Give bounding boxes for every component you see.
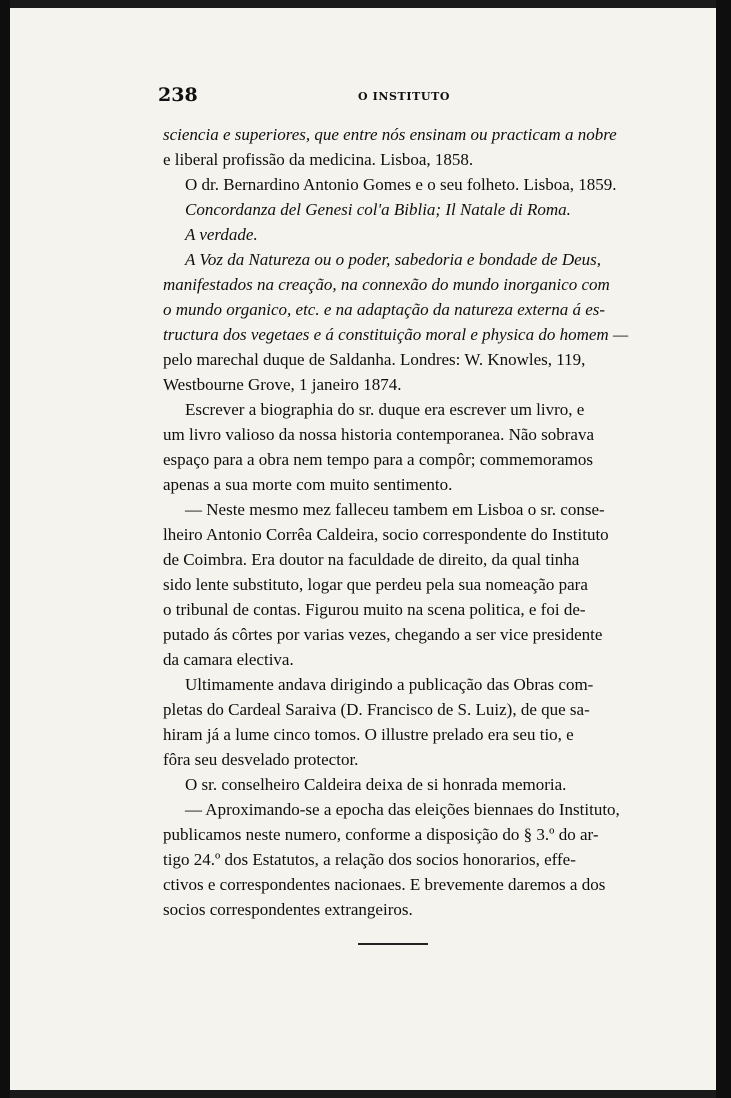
text-line: Concordanza del Genesi col'a Biblia; Il Natale di Roma. — [185, 200, 571, 219]
text-line: Escrever a biographia do sr. duque era escrever um livro, e — [185, 400, 585, 419]
scan-left-border — [0, 0, 10, 1098]
text-line: um livro valioso da nossa historia contemporanea. Não sobrava — [163, 425, 595, 444]
text-line: Ultimamente andava dirigindo a publicação das Obras com- — [185, 675, 594, 694]
text-line: A Voz da Natureza ou o poder, sabedoria e bondade de Deus, — [185, 250, 602, 269]
text-line: de Coimbra. Era doutor na faculdade de direito, da qual tinha — [163, 550, 580, 569]
text-line: hiram já a lume cinco tomos. O illustre prelado era seu tio, e — [163, 725, 574, 744]
text-line: publicamos neste numero, conforme a disposição do § 3.º do ar- — [163, 825, 599, 844]
page-number: 238 — [158, 84, 198, 106]
text-line: fôra seu desvelado protector. — [163, 750, 359, 769]
text-line — [163, 172, 641, 197]
text-line: lheiro Antonio Corrêa Caldeira, socio correspondente do Instituto — [163, 525, 609, 544]
text-line: A verdade. — [185, 225, 258, 244]
text-line: pelo marechal duque de Saldanha. Londres: W. Knowles, 119, — [163, 350, 586, 369]
footer-rule — [358, 943, 428, 945]
text-line: tigo 24.º dos Estatutos, a relação dos socios honorarios, effe- — [163, 850, 576, 869]
page-header — [158, 84, 650, 108]
text-line: sido lente substituto, logar que perdeu pela sua nomeação para — [163, 575, 588, 594]
text-line: tructura dos vegetaes e á constituição moral e physica do homem — — [163, 325, 629, 344]
text-line: o mundo organico, etc. e na adaptação da natureza externa á es- — [163, 300, 606, 319]
text-line: — Aproximando-se a epocha das eleições biennaes do Instituto, — [185, 800, 620, 819]
text-line: socios correspondentes extrangeiros. — [163, 900, 413, 919]
text-line — [163, 147, 641, 172]
text-line: O sr. conselheiro Caldeira deixa de si honrada memoria. — [185, 775, 567, 794]
text-line — [163, 122, 641, 147]
text-line: Westbourne Grove, 1 janeiro 1874. — [163, 375, 402, 394]
text-line: o tribunal de contas. Figurou muito na scena politica, e foi de- — [163, 600, 586, 619]
text-line: espaço para a obra nem tempo para a compôr; commemoramos — [163, 450, 594, 469]
running-head: O INSTITUTO — [358, 90, 451, 103]
text-line: sciencia e superiores, que entre nós ensinam ou practicam a nobre — [163, 125, 617, 144]
text-line: — Neste mesmo mez falleceu tambem em Lisboa o sr. conse- — [185, 500, 605, 519]
body-text — [163, 122, 641, 922]
text-line: pletas do Cardeal Saraiva (D. Francisco de S. Luiz), de que sa- — [163, 700, 590, 719]
scan-right-border — [716, 0, 731, 1098]
text-line: da camara electiva. — [163, 650, 294, 669]
text-line: putado ás côrtes por varias vezes, chegando a ser vice presidente — [163, 625, 603, 644]
text-line: manifestados na creação, na connexão do mundo inorganico com — [163, 275, 610, 294]
text-line: O dr. Bernardino Antonio Gomes e o seu folheto. Lisboa, 1859. — [185, 175, 617, 194]
text-line: apenas a sua morte com muito sentimento. — [163, 475, 453, 494]
text-line: ctivos e correspondentes nacionaes. E brevemente daremos a dos — [163, 875, 606, 894]
text-line: e liberal profissão da medicina. Lisboa, 1858. — [163, 150, 474, 169]
